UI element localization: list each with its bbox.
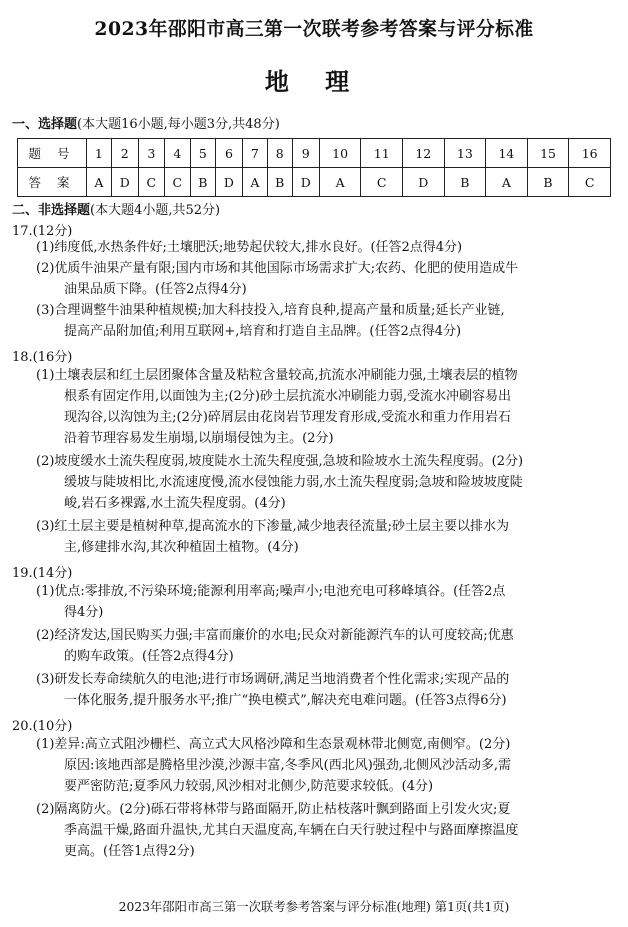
answer-cell: C — [164, 168, 190, 197]
answer-cell: B — [267, 168, 292, 197]
question-number: 5 — [190, 139, 215, 168]
answer-cell: C — [361, 168, 403, 197]
answer-cell: D — [292, 168, 319, 197]
answer-row — [18, 168, 611, 197]
page-footer: 2023年邵阳市高三第一次联考参考答案与评分标准(地理) 第1页(共1页) — [118, 900, 510, 914]
question-number-row — [18, 139, 611, 168]
row-label-number: 题 号 — [18, 139, 87, 168]
answer-line: (2)优质牛油果产量有限;国内市场和其他国际市场需求扩大;农药、化肥的使用造成牛 — [36, 261, 519, 276]
answer-line: 一体化服务,提升服务水平;推广“换电模式”,解决充电难问题。(任答3点得6分) — [64, 693, 507, 708]
subject-title: 地 理 — [264, 67, 364, 96]
answer-line: 的购车政策。(任答2点得4分) — [64, 649, 234, 664]
answer-line: 油果品质下降。(任答2点得4分) — [64, 282, 247, 297]
question-number: 14 — [486, 139, 528, 168]
answer-line: (1)差异:高立式阻沙栅栏、高立式大风格沙障和生态景观林带北侧宽,南侧窄。(2分) — [36, 737, 511, 752]
answer-line: 季高温干燥,路面升温快,尤其白天温度高,车辆在白天行驶过程中与路面摩擦温度 — [64, 823, 519, 838]
answer-line: 得4分) — [64, 605, 104, 620]
answer-line: 原因:该地西部是腾格里沙漠,沙源丰富,冬季风(西北风)强劲,北侧风沙活动多,需 — [64, 758, 512, 773]
question-18-label: 18.(16分) — [12, 350, 73, 365]
question-number: 2 — [111, 139, 138, 168]
question-number: 12 — [403, 139, 445, 168]
answer-line: (3)红土层主要是植树种草,提高流水的下渗量,减少地表径流量;砂土层主要以排水为 — [36, 519, 510, 534]
question-number: 3 — [138, 139, 164, 168]
answer-table — [17, 138, 611, 197]
answer-line: (2)经济发达,国民购买力强;丰富而廉价的水电;民众对新能源汽车的认可度较高;优惠 — [36, 628, 514, 643]
answer-cell: A — [87, 168, 112, 197]
answer-line: 缓坡与陡坡相比,水流速度慢,流水侵蚀能力弱,水土流失程度弱;急坡和险坡坡度陡 — [64, 475, 523, 490]
section-1-header — [12, 113, 280, 132]
question-number: 1 — [87, 139, 112, 168]
row-label-answer: 答 案 — [18, 168, 87, 197]
answer-line: (1)土壤表层和红土层团聚体含量及粘粒含量较高,抗流水冲刷能力强,土壤表层的植物 — [36, 368, 518, 383]
section-1-heading: 一、选择题 — [12, 117, 78, 132]
answer-line: (3)合理调整牛油果种植规模;加大科技投入,培育良种,提高产量和质量;延长产业链, — [36, 303, 505, 318]
question-number: 9 — [292, 139, 319, 168]
answer-line: (3)研发长寿命续航久的电池;进行市场调研,满足当地消费者个性化需求;实现产品的 — [36, 672, 510, 687]
document-title: 2023年邵阳市高三第一次联考参考答案与评分标准 — [94, 18, 534, 40]
answer-cell: A — [243, 168, 268, 197]
answer-line: 沿着节理容易发生崩塌,以崩塌侵蚀为主。(2分) — [64, 431, 334, 446]
question-number: 6 — [215, 139, 242, 168]
answer-line: 根系有固定作用,以面蚀为主;(2分)砂土层抗流水冲刷能力弱,受流水冲刷容易出 — [64, 389, 512, 404]
answer-line: (2)坡度缓水土流失程度弱,坡度陡水土流失程度强,急坡和险坡水土流失程度弱。(2分) — [36, 454, 524, 469]
question-number: 16 — [569, 139, 611, 168]
section-2-heading: 二、非选择题 — [12, 203, 91, 218]
answer-line: (1)优点:零排放,不污染环境;能源利用率高;噪声小;电池充电可移峰填谷。(任答2点 — [36, 584, 506, 599]
question-number: 4 — [164, 139, 190, 168]
question-17-label: 17.(12分) — [12, 224, 73, 239]
answer-cell: A — [486, 168, 528, 197]
answer-line: 现沟谷,以沟蚀为主;(2分)碎屑层由花岗岩节理发育形成,受流水和重力作用岩石 — [64, 410, 512, 425]
section-1-note: (本大题16小题,每小题3分,共48分) — [77, 117, 280, 132]
question-number: 8 — [267, 139, 292, 168]
answer-cell: D — [215, 168, 242, 197]
question-number: 15 — [527, 139, 569, 168]
question-number: 13 — [444, 139, 486, 168]
answer-cell: C — [569, 168, 611, 197]
answer-line: 峻,岩石多裸露,水土流失程度弱。(4分) — [64, 496, 286, 511]
answer-line: (1)纬度低,水热条件好;土壤肥沃;地势起伏较大,排水良好。(任答2点得4分) — [36, 240, 463, 255]
question-19-label: 19.(14分) — [12, 566, 73, 581]
question-number: 10 — [319, 139, 361, 168]
answer-cell: B — [190, 168, 215, 197]
answer-line: 要严密防范;夏季风力较弱,风沙相对北侧少,防范要求较低。(4分) — [64, 779, 434, 794]
answer-cell: B — [527, 168, 569, 197]
answer-line: 更高。(任答1点得2分) — [64, 844, 195, 859]
answer-line: (2)隔离防火。(2分)砾石带将林带与路面隔开,防止枯枝落叶飘到路面上引发火灾;夏 — [36, 802, 511, 817]
question-20-label: 20.(10分) — [12, 719, 73, 734]
section-2-header — [12, 199, 220, 218]
answer-cell: B — [444, 168, 486, 197]
answer-line: 提高产品附加值;利用互联网+,培育和打造自主品牌。(任答2点得4分) — [64, 324, 462, 339]
answer-cell: D — [111, 168, 138, 197]
section-2-note: (本大题4小题,共52分) — [90, 203, 221, 218]
question-number: 11 — [361, 139, 403, 168]
answer-cell: C — [138, 168, 164, 197]
answer-cell: A — [319, 168, 361, 197]
answer-line: 主,修建排水沟,其次种植固土植物。(4分) — [64, 540, 299, 555]
question-number: 7 — [243, 139, 268, 168]
answer-cell: D — [403, 168, 445, 197]
